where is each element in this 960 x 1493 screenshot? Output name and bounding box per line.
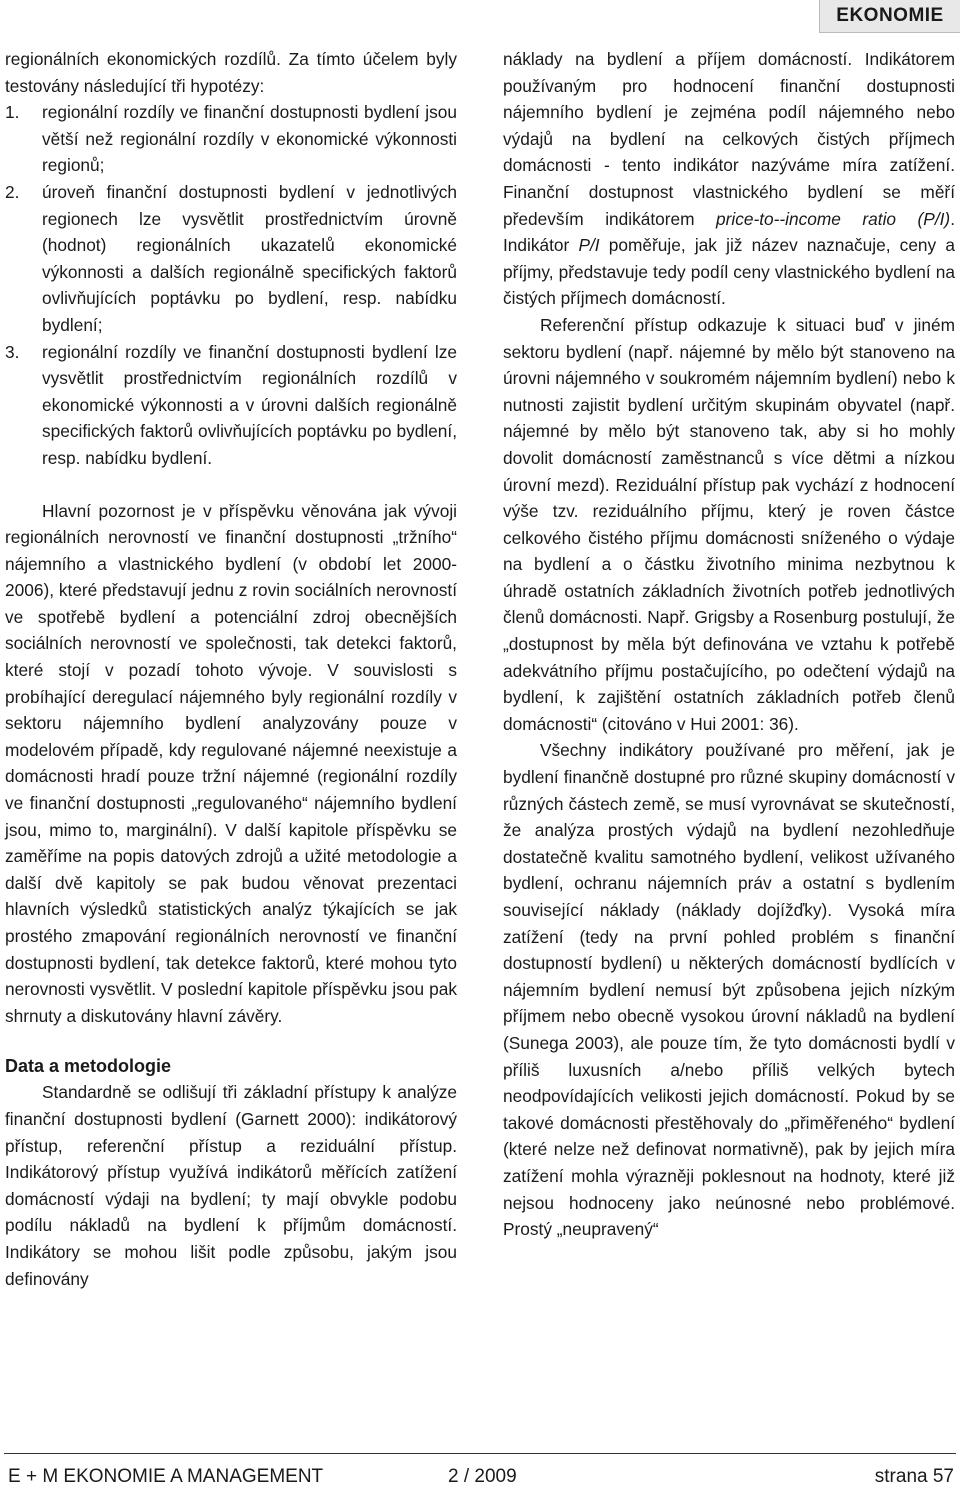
page-number: strana 57 [874,1466,954,1487]
spacer [5,472,457,498]
list-number: 2. [5,181,20,202]
body-paragraph: Referenční přístup odkazuje k situaci buď v jiném sektoru bydlení (např. nájemné by mělo být stanoveno na úrovni nájemného v soukromém nájemním bydlení) nebo k nutnosti zajistit bydlení určitým skupinám obyvatel (např. nájemné by mělo být stanoveno tak, aby si ho mohly dovolit domácností zaměstnanců s více dětmi a nízkou úrovní mezd). Reziduální přístup pak vychází z hodnocení výše tzv. reziduálního příjmu, který je roven částce celkového čistého příjmu domácnosti sníženého o výdaje na bydlení a o částku životního minima nezbytnou k úhradě ostatních základních životních potřeb jednotlivých členů domácnosti. Např. Grigsby a Rosenburg postulují, že „dostupnost by měla být definována ve vztahu k potřebě adekvátního příjmu postačujícího, po odečtení výdajů na bydlení, k zajištění ostatních základních potřeb členů domácnosti“ (citováno v Hui 2001: 36). [503,314,955,734]
list-item [5,339,457,472]
body-paragraph [503,46,955,312]
right-column [503,46,955,1243]
text-run: . Indikátor [503,208,955,256]
footer-divider [4,1453,956,1454]
list-text: regionální rozdíly ve finanční dostupnosti bydlení jsou větší než regionální rozdíly v ekonomické výkonnosti regionů; [42,102,457,176]
left-column [5,46,457,1292]
list-number: 1. [5,102,20,123]
emphasis-text: price-to--income ratio (P/I) [716,208,951,229]
section-tag [819,0,960,33]
issue-number: 2 / 2009 [448,1466,517,1487]
body-paragraph: Standardně se odlišují tři základní přístupy k analýze finanční dostupnosti bydlení (Garnett 2000): indikátorový přístup, referenční přístup a reziduální přístup. Indikátorový přístup využívá indikátorů měřících zatížení domácností výdaji na bydlení; ty mají obvykle podobu podílu nákladů na bydlení k příjmům domácností. Indikátory se mohou lišit podle způsobu, jakým jsou definovány [5,1082,457,1289]
list-item [5,179,457,339]
hypotheses-list [5,99,457,471]
body-paragraph: Všechny indikátory používané pro měření, jak je bydlení finančně dostupné pro různé skupiny domácností v různých částech země, se musí vyrovnávat se skutečností, že analýza prostých výdajů na bydlení nezohledňuje dostatečně kvalitu samotného bydlení, velikost užívaného bydlení, ochranu nájemních práv a ostatní s bydlením související náklady (náklady dojížďky). Vysoká míra zatížení (tedy na první pohled problém s finanční dostupností bydlení) u některých domácností bydlících v nájemním bydlení nemusí být způsobena jejich nízkým příjmem nebo obecně vysokou úrovní nákladů na bydlení (Sunega 2003), ale pouze tím, že tyto domácnosti bydlí v příliš luxusních a/nebo příliš velkých bytech neodpovídajících velikosti jejich domácností. Pokud by se takové domácnosti přestěhovaly do „přiměřeného“ bydlení (které nelze než definovat normativně), pak by jejich míra zatížení mohla výrazněji poklesnout na hodnoty, které již nejsou hodnoceny jako neúnosné nebo problémové. Prostý „neupravený“ [503,740,955,1240]
section-heading: Data a metodologie [5,1056,172,1077]
body-paragraph: Hlavní pozornost je v příspěvku věnována jak vývoji regionálních nerovností ve finanční dostupnosti „tržního“ nájemního a vlastnického bydlení (v období let 2000-2006), které představují jednu z rovin sociálních nerovností ve spotřebě bydlení a potenciální zdroj obecnějších sociálních nerovností ve společnosti, tak detekci faktorů, které stojí v pozadí tohoto vývoje. V souvislosti s probíhající deregulací nájemného byly regionální rozdíly v sektoru nájemního bydlení analyzovány pouze v modelovém případě, kdy regulované nájemné neexistuje a domácnosti hradí pouze tržní nájemné (regionální rozdíly ve finanční dostupnosti „regulovaného“ nájemního bydlení jsou, mimo to, marginální). V další kapitole příspěvku se zaměříme na popis datových zdrojů a užité metodologie a další dvě kapitoly se pak budou věnovat prezentaci hlavních výsledků statistických analýz týkajících se jak prostého zmapování regionálních nerovností ve finanční dostupnosti bydlení, tak detekce faktorů, které mohou tyto nerovnosti vysvětlit. V poslední kapitole příspěvku jsou pak shrnuty a diskutovány hlavní závěry. [5,500,457,1026]
list-item [5,99,457,179]
list-text: úroveň finanční dostupnosti bydlení v jednotlivých regionech lze vysvětlit prostřednictvím úrovně (hodnot) regionálních ukazatelů ekonomické výkonnosti a dalších regionálně specifických faktorů ovlivňujících poptávku po bydlení, resp. nabídku bydlení; [42,181,457,335]
list-text: regionální rozdíly ve finanční dostupnosti bydlení lze vysvětlit prostřednictvím regionálních rozdílů v ekonomické výkonnosti a v úrovni dalších regionálně specifických faktorů ovlivňujících poptávku po bydlení, resp. nabídku bydlení. [42,341,457,468]
journal-name: E + M EKONOMIE A MANAGEMENT [8,1466,324,1487]
intro-text: regionálních ekonomických rozdílů. Za tímto účelem byly testovány následující tři hypotézy: [5,49,457,96]
section-label: EKONOMIE [836,5,944,26]
list-number: 3. [5,341,20,362]
emphasis-text: P/I [578,235,600,256]
text-run: náklady na bydlení a příjem domácností. Indikátorem používaným pro hodnocení finanční dostupnosti nájemního bydlení je zejména podíl nájemného nebo výdajů na bydlení na celkových čistých příjmech domácnosti - tento indikátor nazýváme míra zatížení. Finanční dostupnost vlastnického bydlení se měří především indikátorem [503,49,955,229]
text-run: poměřuje, jak již název naznačuje, ceny a příjmy, představuje tedy podíl ceny vlastnického bydlení na čistých příjmech domácností. [503,235,955,309]
